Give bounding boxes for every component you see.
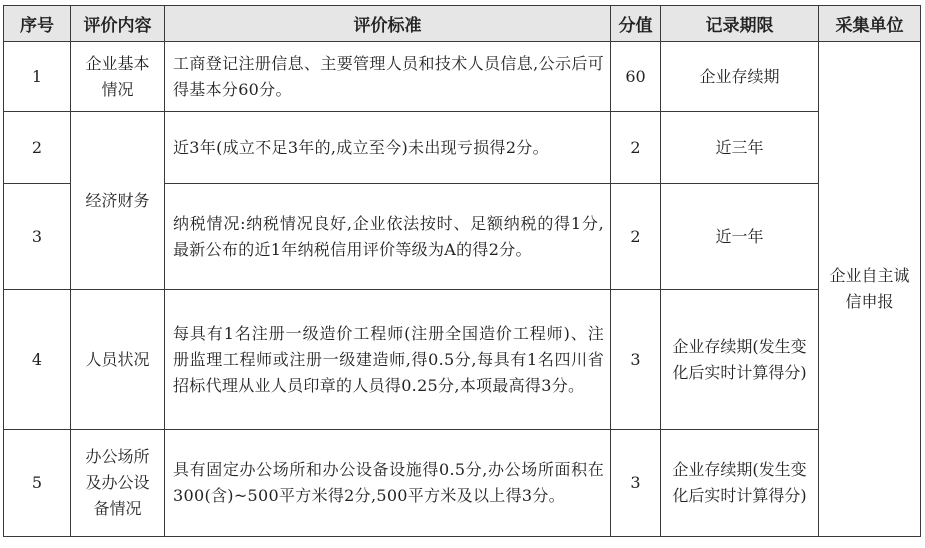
row-seq: 1: [4, 42, 71, 112]
row-score: 2: [611, 184, 661, 290]
row-score: 60: [611, 42, 661, 112]
table-row: [4, 290, 921, 430]
row-period: [661, 430, 819, 537]
row-period: 企业存续期: [661, 42, 819, 112]
content-text: 企业基本情况: [85, 53, 150, 99]
row-standard: 纳税情况:纳税情况良好,企业依法按时、足额纳税的得1分,最新公布的近1年纳税信用评价等级为A的得2分。: [165, 184, 611, 290]
row-content: [71, 430, 165, 537]
row-seq: 3: [4, 184, 71, 290]
table-row: [4, 42, 921, 112]
row-standard: 具有固定办公场所和办公设备设施得0.5分,办公场所面积在300(含)~500平方米得2分,500平方米及以上得3分。: [165, 430, 611, 537]
period-text: 企业存续期(发生变化后实时计算得分): [672, 336, 807, 382]
row-period: 近一年: [661, 184, 819, 290]
row-score: 3: [611, 290, 661, 430]
source-text: 企业自主诚信申报: [829, 266, 910, 311]
row-seq: 2: [4, 112, 71, 184]
header-score: 分值: [611, 6, 661, 42]
row-standard: 工商登记注册信息、主要管理人员和技术人员信息,公示后可得基本分60分。: [165, 42, 611, 112]
row-score: 2: [611, 112, 661, 184]
row-score: 3: [611, 430, 661, 537]
row-period: [661, 290, 819, 430]
header-standard: 评价标准: [165, 6, 611, 42]
table-row: [4, 430, 921, 537]
content-text: 办公场所及办公设备情况: [85, 447, 150, 518]
row-standard: 近3年(成立不足3年的,成立至今)未出现亏损得2分。: [165, 112, 611, 184]
header-seq: 序号: [4, 6, 71, 42]
row-seq: 5: [4, 430, 71, 537]
row-content: [71, 42, 165, 112]
source-cell: [819, 42, 921, 537]
economic-cell: [71, 112, 165, 290]
header-row: [4, 6, 921, 42]
table-row: [4, 112, 921, 184]
header-source: 采集单位: [819, 6, 921, 42]
economic-text: 经济财务: [85, 190, 150, 210]
header-content: 评价内容: [71, 6, 165, 42]
row-seq: 4: [4, 290, 71, 430]
header-period: 记录期限: [661, 6, 819, 42]
row-period: 近三年: [661, 112, 819, 184]
row-standard: 每具有1名注册一级造价工程师(注册全国造价工程师)、注册监理工程师或注册一级建造师,得0.5分,每具有1名四川省招标代理从业人员印章的人员得0.25分,本项最高得3分。: [165, 290, 611, 430]
row-content: [71, 290, 165, 430]
content-text: 人员状况: [85, 349, 150, 369]
evaluation-table: [3, 5, 921, 537]
period-text: 企业存续期(发生变化后实时计算得分): [672, 460, 807, 505]
